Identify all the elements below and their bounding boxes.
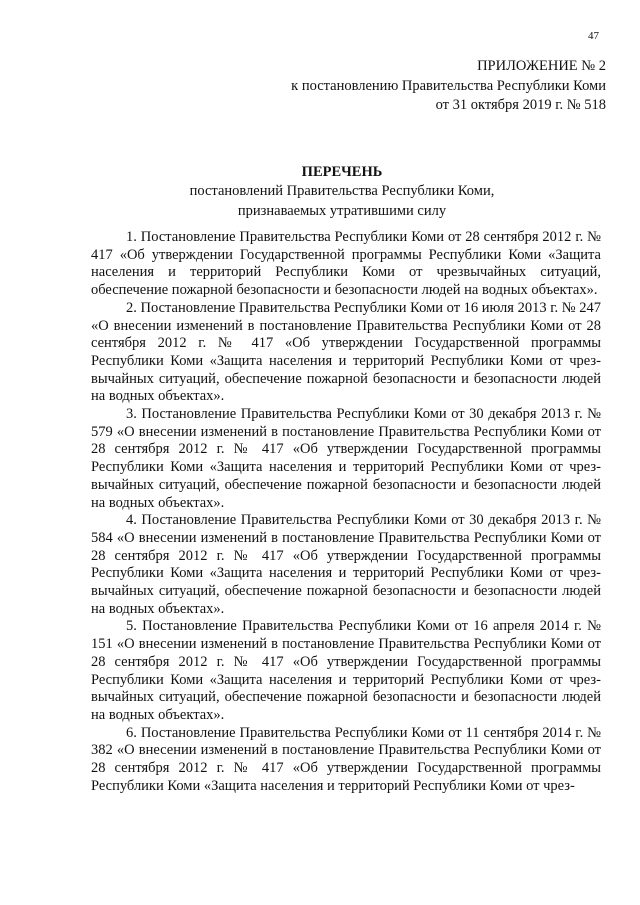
appendix-date: от 31 октября 2019 г. № 518 [435,97,606,113]
appendix-reference: к постановлению Правительства Республики Коми [291,77,606,94]
list-item-3: 3. Постановление Правительства Республики Коми от 30 декабря 2013 г. № 579 «О внесении изменений в постановление Правительства Республики Коми от 28 сентября 2012 г. № 417 «Об утверждении Государственной программы Республики Коми «Защита населения и территорий Республики Коми от чрезвычайных ситуаций, обеспечение пожарной безопасности и безопасности людей на водных объектах». [91,406,601,511]
list-item-1: 1. Постановление Правительства Республики Коми от 28 сентября 2012 г. № 417 «Об утверждении Государственной программы Республики Коми «Защита населения и территорий Республики Коми от чрезвычайных ситуаций, обеспечение пожарной безопасности и безопасности людей на водных объектах». [91,229,601,299]
list-item-5: 5. Постановление Правительства Республики Коми от 16 апреля 2014 г. № 151 «О внесении изменений в постановление Правительства Республики Коми от 28 сентября 2012 г. № 417 «Об утверждении Государственной программы Республики Коми «Защита населения и территорий Республики Коми от чрезвычайных ситуаций, обеспечение пожарной безопасности и безопасности людей на водных объектах». [91,618,601,723]
list-item-2: 2. Постановление Правительства Республики Коми от 16 июля 2013 г. № 247 «О внесении изменений в постановление Правительства Республики Коми от 28 сентября 2012 г. № 417 «Об утверждении Государственной программы Республики Коми «Защита населения и территорий Республики Коми от чрезвычайных ситуаций, обеспечение пожарной безопасности и безопасности людей на водных объектах». [91,299,601,405]
list-item-6: 6. Постановление Правительства Республики Коми от 11 сентября 2014 г. № 382 «О внесении изменений в постановление Правительства Республики Коми от 28 сентября 2012 г. № 417 «Об утверждении Государственной программы Республики Коми «Защита населения и территорий Республики Коми от чрез- [91,724,601,794]
list-item-4: 4. Постановление Правительства Республики Коми от 30 декабря 2013 г. № 584 «О внесении изменений в постановление Правительства Республики Коми от 28 сентября 2012 г. № 417 «Об утверждении Государственной программы Республики Коми «Защита населения и территорий Республики Коми от чрезвычайных ситуаций, обеспечение пожарной безопасности и безопасности людей на водных объектах». [91,512,601,617]
resolution-list [91,229,601,796]
document-title: ПЕРЕЧЕНЬ [301,164,383,180]
document-heading [0,162,640,221]
document-subtitle-line-1: постановлений Правительства Республики Коми, [189,183,495,199]
appendix-title: ПРИЛОЖЕНИЕ № 2 [477,58,606,74]
page-number: 47 [588,30,599,42]
document-subtitle-line-2: признаваемых утратившими силу [237,202,447,219]
appendix-header [291,57,606,116]
